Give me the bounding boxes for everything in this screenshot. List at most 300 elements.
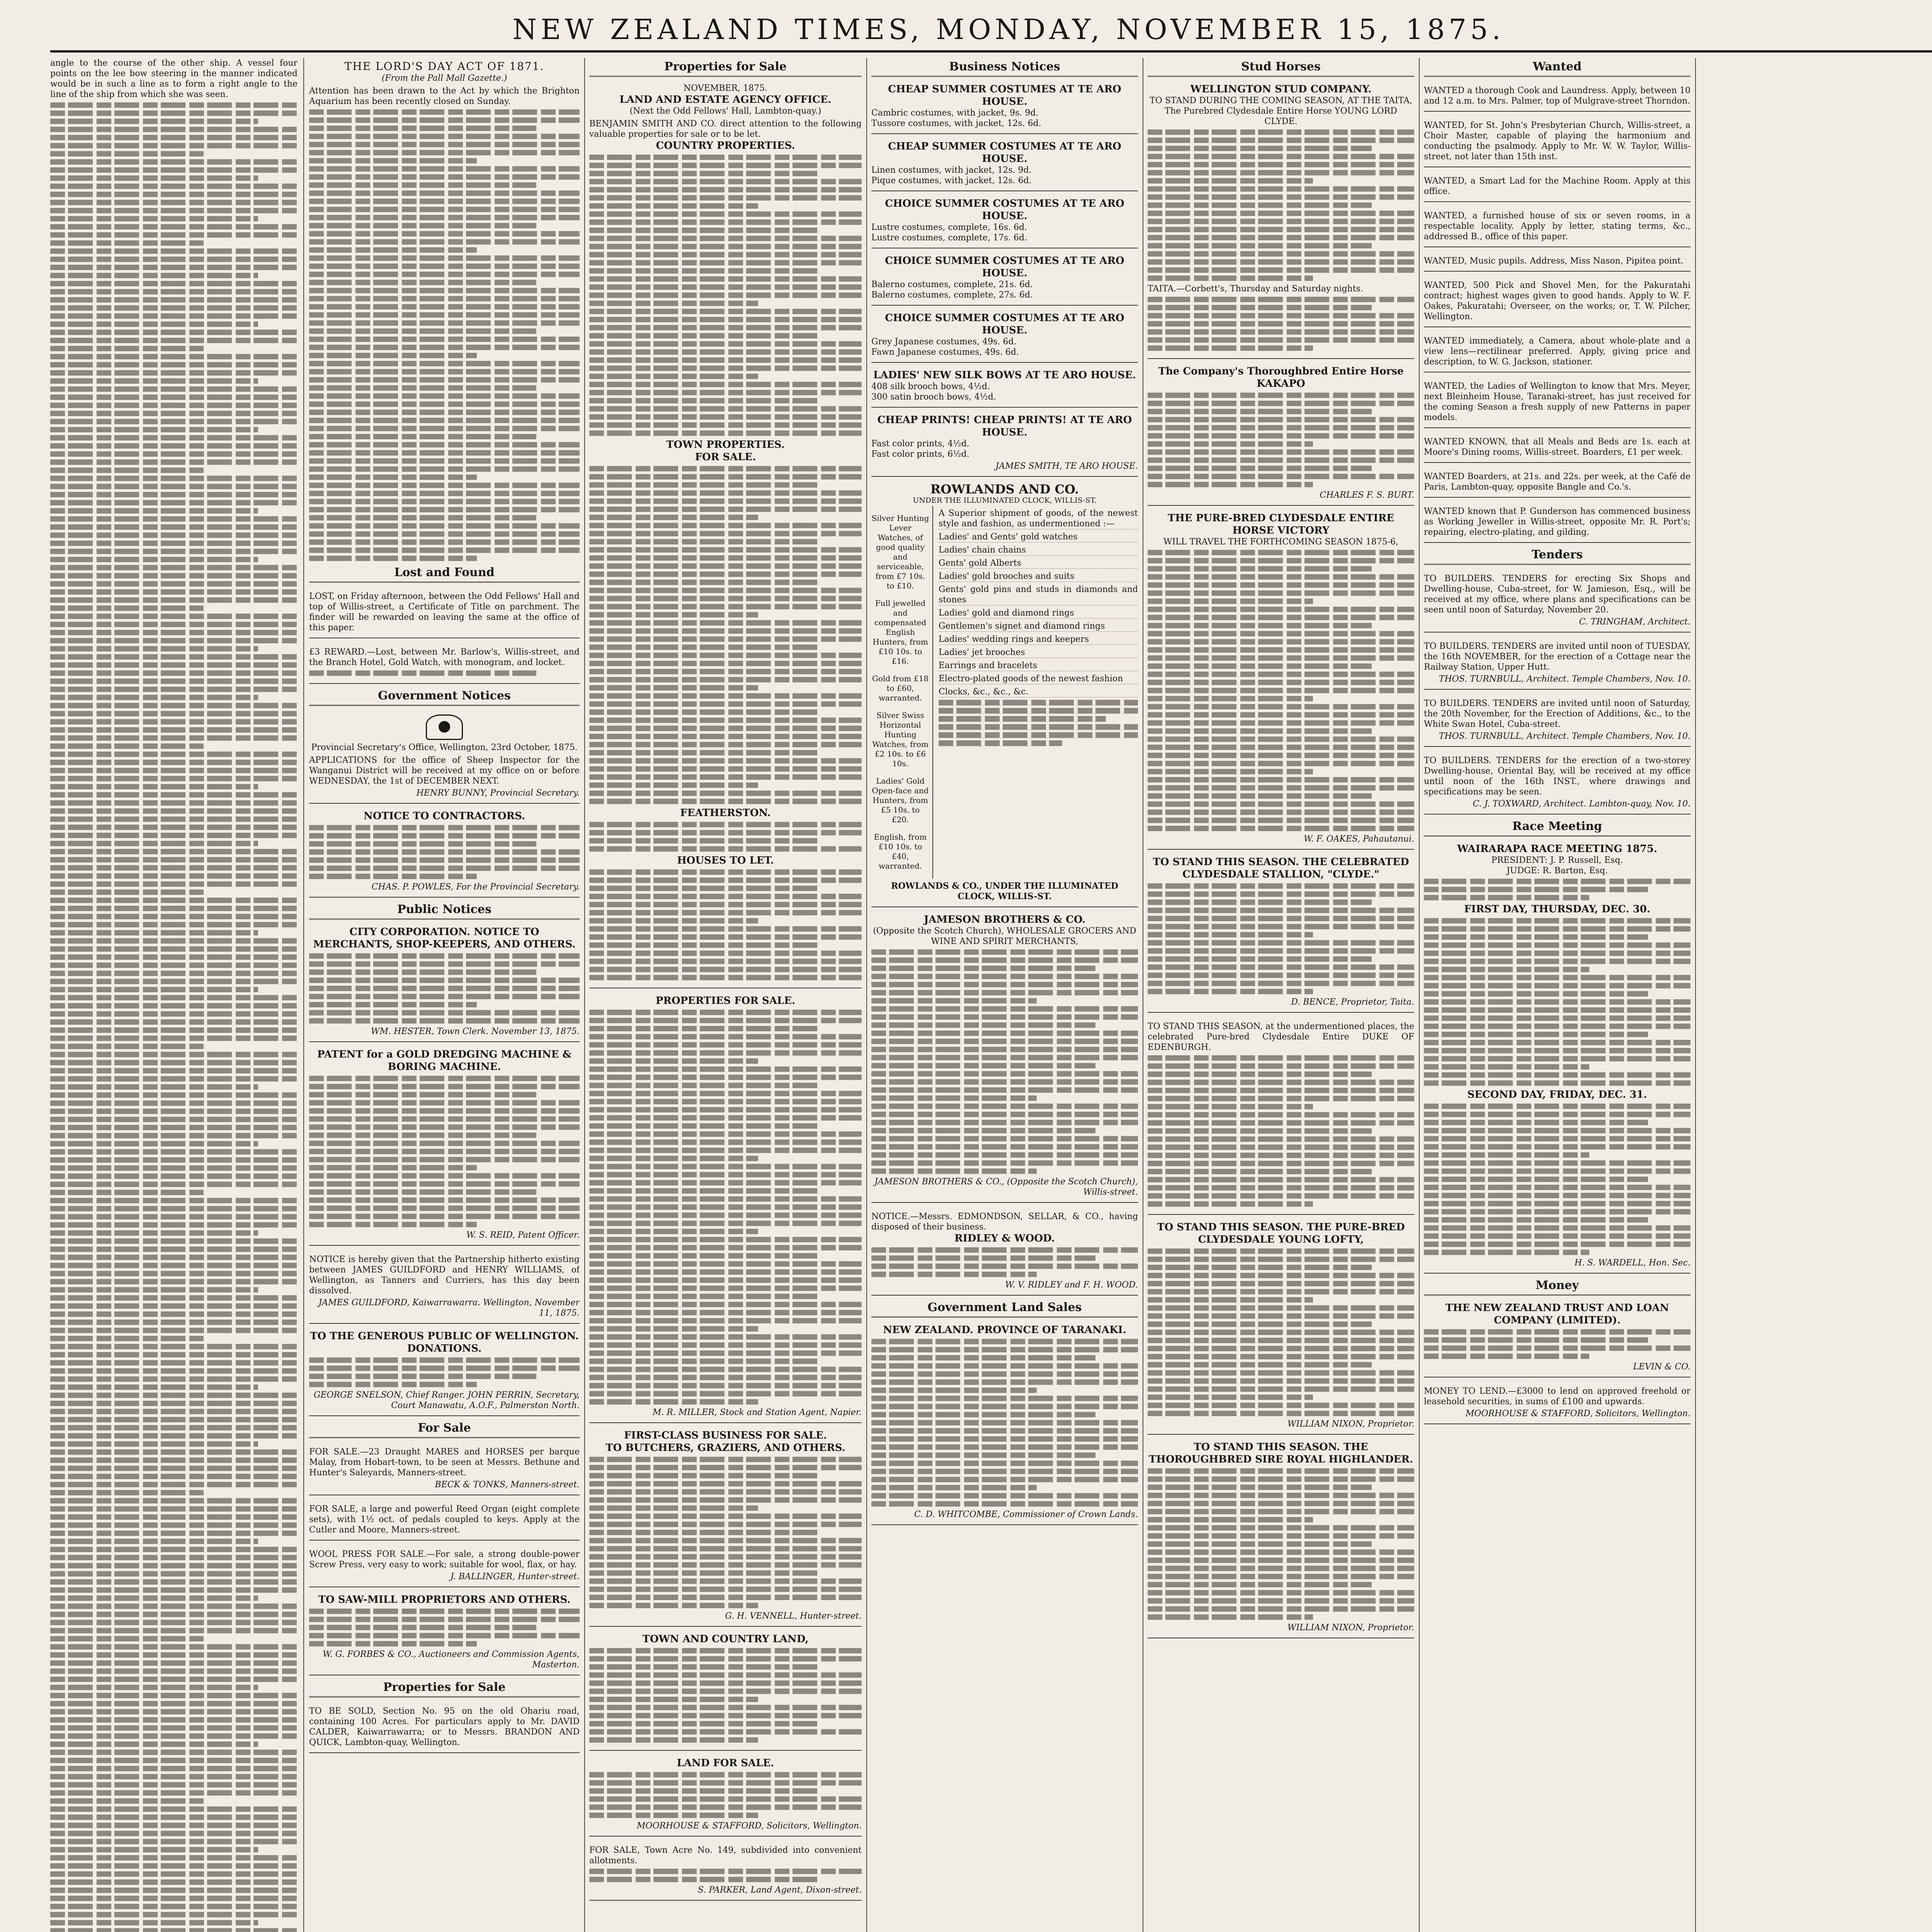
text-line <box>50 1547 298 1552</box>
text-line <box>589 293 862 298</box>
text-line <box>871 1104 1138 1109</box>
text-line <box>1148 956 1372 962</box>
ad-mares: FOR SALE.—23 Draught MARES and HORSES per barque Malay, from Hobart-town, to be seen at Messrs. Bethune and Hunter's Saleyards, Manners-street. BECK & TONKS, Manners-street. <box>309 1441 580 1495</box>
text-line <box>50 378 258 384</box>
text-line <box>309 961 580 967</box>
text-line <box>1148 1321 1372 1327</box>
text-line <box>589 910 862 915</box>
text-line <box>1148 1063 1414 1069</box>
text-line <box>309 1214 580 1219</box>
text-line <box>309 255 580 261</box>
text-line <box>1148 793 1372 799</box>
text-line <box>589 195 862 201</box>
text-line <box>1424 975 1690 980</box>
article-text: angle to the course of the other ship. A vessel four points on the lee bow steering in the manner indicated would be in such a line as to form a right angle to the line of the ship from which she was seen. <box>50 58 298 99</box>
text-line <box>50 1579 298 1585</box>
text-line <box>589 252 862 257</box>
text-line <box>50 1190 204 1195</box>
text-line <box>1148 1112 1414 1117</box>
text-line <box>589 1877 818 1882</box>
text-line <box>1148 728 1372 734</box>
text-line <box>50 111 298 116</box>
text-line <box>50 232 298 238</box>
text-line <box>589 515 758 520</box>
text-line <box>1148 550 1414 555</box>
text-line <box>50 305 298 311</box>
text-line <box>871 1144 1138 1150</box>
text-line <box>1148 466 1372 471</box>
text-line <box>589 1689 862 1694</box>
goods-list <box>939 506 1138 879</box>
text-line <box>50 1336 204 1341</box>
text-line <box>1148 1297 1313 1303</box>
text-line <box>871 1420 1138 1425</box>
text-line <box>50 468 204 473</box>
text-line <box>1148 973 1414 978</box>
column-2 <box>309 58 580 1932</box>
text-line <box>1148 1071 1372 1077</box>
text-line <box>1424 983 1690 988</box>
text-line <box>50 1636 204 1641</box>
text-line <box>309 223 536 228</box>
text-line <box>1148 202 1372 208</box>
text-line <box>1148 623 1372 628</box>
text-line <box>1148 251 1414 257</box>
text-line <box>50 687 298 692</box>
text-line <box>589 244 862 249</box>
text-line <box>50 792 298 798</box>
text-line <box>50 808 298 814</box>
text-line <box>589 422 862 428</box>
text-line <box>1148 704 1414 709</box>
text-line <box>1424 934 1648 940</box>
text-line <box>871 1031 1138 1036</box>
text-line <box>50 614 298 619</box>
text-line <box>589 1269 862 1275</box>
text-line <box>589 628 862 634</box>
text-line <box>589 1796 862 1802</box>
ad-wairarapa-races: WAIRARAPA RACE MEETING 1875. PRESIDENT: J. P. Russell, Esq. JUDGE: R. Barton, Esq. FIRST DAY, THURSDAY, DEC. 30. SECOND DAY, FRIDAY, DEC. 31. H. S. WARDELL, Hon. Sec. <box>1424 840 1690 1274</box>
text-line <box>1148 745 1414 750</box>
text-line <box>589 1026 818 1031</box>
text-line <box>1424 1354 1589 1359</box>
text-line <box>1424 1337 1648 1343</box>
text-line <box>871 1022 1095 1028</box>
text-line <box>50 102 298 108</box>
text-line <box>589 1229 758 1234</box>
text-line <box>50 1255 298 1260</box>
text-line <box>871 1355 1095 1361</box>
text-line <box>1148 615 1414 620</box>
text-line <box>309 199 580 204</box>
text-line <box>589 1772 862 1777</box>
watch-price-list <box>871 506 933 879</box>
text-line <box>50 281 298 286</box>
text-line <box>50 906 298 911</box>
text-line <box>1148 1136 1414 1142</box>
text-line <box>309 1124 580 1130</box>
text-line <box>871 1079 1138 1085</box>
text-line <box>589 951 862 956</box>
text-line <box>1148 1517 1313 1522</box>
text-line <box>50 1863 298 1869</box>
text-line <box>1148 1525 1414 1531</box>
text-line <box>589 474 862 480</box>
text-line <box>589 1457 862 1462</box>
ad-guildford: NOTICE is hereby given that the Partnership hitherto existing between JAMES GUILDFORD and HENRY WILLIAMS, of Wellington, as Tanners and Curriers, has this day been dissolved. JAMES GUILDFORD, Kaiwarrawarra. Wellington, November 11, 1875. <box>309 1249 580 1324</box>
ad-city-corporation: CITY CORPORATION. NOTICE TO MERCHANTS, SHOP-KEEPERS, AND OTHERS. WM. HESTER, Town Clerk. November 13, 1875. <box>309 923 580 1042</box>
ad-town-country-land: TOWN AND COUNTRY LAND, <box>589 1630 862 1751</box>
text-line <box>589 1570 818 1576</box>
text-line <box>589 838 818 844</box>
text-line <box>589 284 862 290</box>
text-line <box>1148 1185 1414 1190</box>
text-line <box>309 1374 536 1379</box>
text-line <box>50 865 298 871</box>
text-line <box>50 565 298 570</box>
text-line <box>871 1055 1138 1060</box>
text-line <box>1148 1289 1414 1294</box>
text-line <box>50 727 298 733</box>
text-line <box>589 1375 862 1380</box>
text-line <box>50 159 298 165</box>
text-line <box>50 1441 258 1447</box>
text-line <box>50 143 298 148</box>
text-line <box>50 825 298 830</box>
text-line <box>309 1206 580 1211</box>
text-line <box>1424 879 1690 884</box>
text-line <box>871 1128 1095 1133</box>
article-lead: Attention has been drawn to the Act by which the Brighton Aquarium has been recently closed on Sunday. <box>309 86 580 106</box>
text-line <box>309 1108 580 1114</box>
text-line <box>1148 401 1414 406</box>
text-line <box>589 902 862 907</box>
text-line <box>1424 1120 1648 1125</box>
text-line <box>1148 655 1414 661</box>
text-line <box>589 1196 862 1202</box>
text-line <box>589 1522 862 1527</box>
text-line <box>1148 688 1414 693</box>
text-line <box>309 158 477 163</box>
text-line <box>1148 1386 1414 1392</box>
text-line <box>589 1326 758 1332</box>
text-line <box>589 333 818 338</box>
text-line <box>309 969 536 975</box>
text-line <box>589 228 818 233</box>
text-line <box>1148 801 1414 807</box>
text-line <box>1148 1193 1414 1199</box>
text-line <box>309 418 580 423</box>
text-line <box>309 523 580 529</box>
text-line <box>50 1060 298 1065</box>
text-line <box>589 758 862 764</box>
text-line <box>50 946 298 952</box>
text-line <box>50 297 298 303</box>
text-line <box>1148 818 1414 823</box>
text-line <box>871 1493 1138 1498</box>
text-line <box>50 752 298 757</box>
text-line <box>589 1156 758 1161</box>
text-line <box>589 830 862 835</box>
text-line <box>589 1680 862 1686</box>
text-line <box>50 1709 298 1714</box>
text-line <box>50 1019 298 1025</box>
text-line <box>589 301 758 306</box>
text-line <box>589 1538 862 1543</box>
section-for-sale: For Sale <box>309 1419 580 1438</box>
text-line <box>309 385 536 391</box>
text-line <box>309 190 580 196</box>
text-line <box>50 1100 298 1106</box>
text-line <box>50 192 298 197</box>
text-line <box>50 1928 298 1932</box>
text-line <box>1148 1128 1372 1134</box>
text-line <box>1148 1273 1414 1278</box>
column-rule <box>1695 58 1696 1932</box>
text-line <box>589 357 862 363</box>
text-line <box>309 1157 580 1162</box>
text-line <box>1424 1007 1690 1013</box>
ad-wanted: WANTED, a Smart Lad for the Machine Room. Apply at this office. <box>1424 170 1690 202</box>
text-line <box>50 881 298 887</box>
text-line <box>309 109 580 115</box>
text-line <box>589 653 862 658</box>
ad-aro-house: CHEAP SUMMER COSTUMES AT TE ARO HOUSE. Linen costumes, with jacket, 12s. 9d. Pique costumes, with jacket, 12s. 6d. <box>871 137 1138 191</box>
text-line <box>50 1742 258 1747</box>
text-line <box>50 1798 204 1804</box>
ad-wanted: WANTED, 500 Pick and Shovel Men, for the Pakuratahi contract; highest wages given to good hands. Apply to W. F. Oakes, Pakuratahi; Overseer, on the works; or, T. W. Pilcher, Wellington. <box>1424 275 1690 327</box>
text-line <box>50 216 258 221</box>
text-line <box>871 1136 1138 1141</box>
text-line <box>50 1806 298 1812</box>
text-line <box>50 330 298 335</box>
text-line <box>1424 1040 1690 1045</box>
text-line <box>589 1367 862 1372</box>
text-line <box>939 732 1138 738</box>
text-line <box>1424 1056 1690 1061</box>
text-line <box>1148 761 1414 766</box>
text-line <box>1148 1248 1414 1254</box>
text-line <box>50 963 298 968</box>
text-line <box>1148 810 1414 815</box>
text-line <box>50 889 204 895</box>
text-line <box>309 264 580 269</box>
text-line <box>50 362 298 367</box>
text-line <box>50 662 298 668</box>
text-line <box>1148 1055 1414 1061</box>
text-line <box>589 693 862 699</box>
text-line <box>50 1685 258 1690</box>
text-line <box>589 523 862 528</box>
text-line <box>50 1644 298 1650</box>
text-line <box>50 622 298 627</box>
text-line <box>1148 753 1414 758</box>
text-line <box>309 491 580 496</box>
text-line <box>50 1368 298 1374</box>
text-line <box>871 1452 1095 1458</box>
text-line <box>50 1888 298 1893</box>
section-tenders: Tenders <box>1424 546 1690 565</box>
text-line <box>1148 599 1313 604</box>
text-line <box>50 549 298 554</box>
text-line <box>50 1417 298 1422</box>
text-line <box>589 718 862 723</box>
text-line <box>589 1465 862 1470</box>
text-line <box>50 922 298 927</box>
text-line <box>1148 409 1372 414</box>
text-line <box>589 967 862 972</box>
text-line <box>871 1272 1037 1277</box>
text-line <box>50 1774 298 1779</box>
text-line <box>589 1578 862 1584</box>
text-line <box>309 539 580 545</box>
text-line <box>589 846 862 852</box>
text-line <box>589 918 758 923</box>
text-line <box>1148 1169 1372 1174</box>
text-line <box>871 1396 1138 1401</box>
text-line <box>1424 887 1648 892</box>
ad-aro-house: CHOICE SUMMER COSTUMES AT TE ARO HOUSE. Lustre costumes, complete, 16s. 6d. Lustre costumes, complete, 17s. 6d. <box>871 194 1138 248</box>
text-line <box>1148 1614 1313 1620</box>
text-line <box>309 247 477 253</box>
text-line <box>1424 1048 1690 1053</box>
text-line <box>309 450 580 456</box>
text-line <box>1148 940 1414 946</box>
text-line <box>50 1660 298 1666</box>
text-line <box>50 1133 298 1138</box>
text-line <box>309 849 580 855</box>
text-line <box>50 1855 298 1861</box>
ad-aro-house: CHEAP SUMMER COSTUMES AT TE ARO HOUSE. Cambric costumes, with jacket, 9s. 9d. Tussore costumes, with jacket, 12s. 6d. <box>871 80 1138 134</box>
masthead: NEW ZEALAND TIMES, MONDAY, NOVEMBER 15, 1875. <box>512 13 1505 46</box>
text-line <box>50 938 298 944</box>
text-line <box>1424 1015 1690 1021</box>
text-line <box>50 1896 298 1901</box>
text-line <box>1424 1064 1589 1070</box>
text-line <box>1148 297 1414 302</box>
text-line <box>50 338 298 343</box>
text-line <box>1148 558 1414 563</box>
text-line <box>50 1912 298 1917</box>
text-line <box>1148 1346 1414 1351</box>
text-line <box>871 1485 1037 1490</box>
text-line <box>50 1425 298 1430</box>
text-line <box>1148 680 1414 685</box>
text-line <box>589 1277 862 1283</box>
text-line <box>589 1672 862 1678</box>
text-line <box>589 1530 818 1535</box>
text-line <box>50 1076 298 1082</box>
text-line <box>50 1141 258 1146</box>
text-line <box>309 320 580 326</box>
article-title: THE LORD'S DAY ACT OF 1871. <box>344 60 544 73</box>
text-line <box>871 1255 1095 1261</box>
ad-tender: TO BUILDERS. TENDERS for the erection of a two-storey Dwelling-house, Oriental Bay, will be received at my office until noon of the 16th INST., where drawings and specifications may be seen. C. J. TOXWARD, Architect. Lambton-quay, Nov. 10. <box>1424 750 1690 815</box>
text-line <box>1424 1233 1690 1239</box>
text-line <box>50 1555 298 1560</box>
text-line <box>589 975 862 980</box>
text-line <box>1148 194 1414 200</box>
text-line <box>309 857 580 863</box>
text-line <box>50 1701 298 1706</box>
text-line <box>1148 267 1414 273</box>
text-line <box>50 257 298 262</box>
text-line <box>589 498 862 504</box>
text-line <box>1148 785 1414 791</box>
text-line <box>309 239 580 245</box>
text-line <box>1148 178 1313 184</box>
ad-jameson: JAMESON BROTHERS & CO. (Opposite the Scotch Church), WHOLESALE GROCERS AND WINE AND SPIRIT MERCHANTS, JAMESON BROTHERS & CO., (Opposite the Scotch Church), Willis-street. <box>871 910 1138 1203</box>
section-race-meeting: Race Meeting <box>1424 818 1690 837</box>
text-line <box>871 966 1095 971</box>
text-line <box>309 1366 580 1371</box>
text-line <box>50 597 298 603</box>
text-line <box>309 345 580 350</box>
ad-aro-house: LADIES' NEW SILK BOWS AT TE ARO HOUSE. 408 silk brooch bows, 4½d. 300 satin brooch bows, 4½d. <box>871 366 1138 408</box>
text-line <box>589 163 862 168</box>
text-line <box>1148 449 1414 455</box>
ad-aro-house: CHEAP PRINTS! CHEAP PRINTS! AT TE ARO HOUSE. Fast color prints, 4½d. Fast color prints, 6½d. JAMES SMITH, TE ARO HOUSE. <box>871 411 1138 477</box>
text-line <box>309 1625 536 1630</box>
text-line <box>309 1357 580 1363</box>
text-line <box>50 800 298 806</box>
text-line <box>1148 566 1372 571</box>
text-line <box>589 1294 818 1299</box>
text-line <box>871 1347 1138 1352</box>
text-line <box>589 774 862 780</box>
text-line <box>1148 696 1313 701</box>
text-line <box>589 1656 862 1662</box>
text-line <box>50 1514 298 1520</box>
text-line <box>1424 999 1690 1005</box>
text-line <box>50 898 298 903</box>
text-line <box>871 1095 1037 1101</box>
text-line <box>589 1514 862 1519</box>
text-line <box>50 1652 298 1658</box>
text-line <box>50 1522 298 1528</box>
text-line <box>589 490 862 496</box>
text-line <box>1148 235 1414 240</box>
text-line <box>50 638 298 643</box>
text-line <box>1148 631 1414 636</box>
text-line <box>589 1804 862 1810</box>
text-line <box>50 605 204 611</box>
text-line <box>589 341 862 347</box>
text-line <box>1148 259 1414 265</box>
text-line <box>50 508 258 514</box>
text-line <box>589 1788 818 1794</box>
text-line <box>589 1115 862 1121</box>
column-4 <box>871 58 1138 1932</box>
text-line <box>309 150 580 155</box>
text-line <box>1424 1112 1690 1117</box>
text-line <box>1424 991 1648 997</box>
text-line <box>309 825 580 830</box>
text-line <box>589 531 862 536</box>
text-line <box>1148 129 1414 135</box>
text-line <box>589 1131 862 1137</box>
text-line <box>871 1477 1138 1482</box>
text-line <box>50 135 298 140</box>
text-line <box>1148 321 1414 327</box>
text-line <box>309 1002 477 1007</box>
text-line <box>1424 967 1589 972</box>
text-line <box>589 155 862 160</box>
text-line <box>309 1141 580 1146</box>
text-line <box>50 1815 298 1820</box>
ad-aro-house: CHOICE SUMMER COSTUMES AT TE ARO HOUSE. Balerno costumes, complete, 21s. 6d. Balerno costumes, complete, 27s. 6d. <box>871 252 1138 306</box>
ad-wanted: WANTED a thorough Cook and Laundress. Apply, between 10 and 12 a.m. to Mrs. Palmer, top of Mulgrave-street Thorndon. <box>1424 80 1690 112</box>
